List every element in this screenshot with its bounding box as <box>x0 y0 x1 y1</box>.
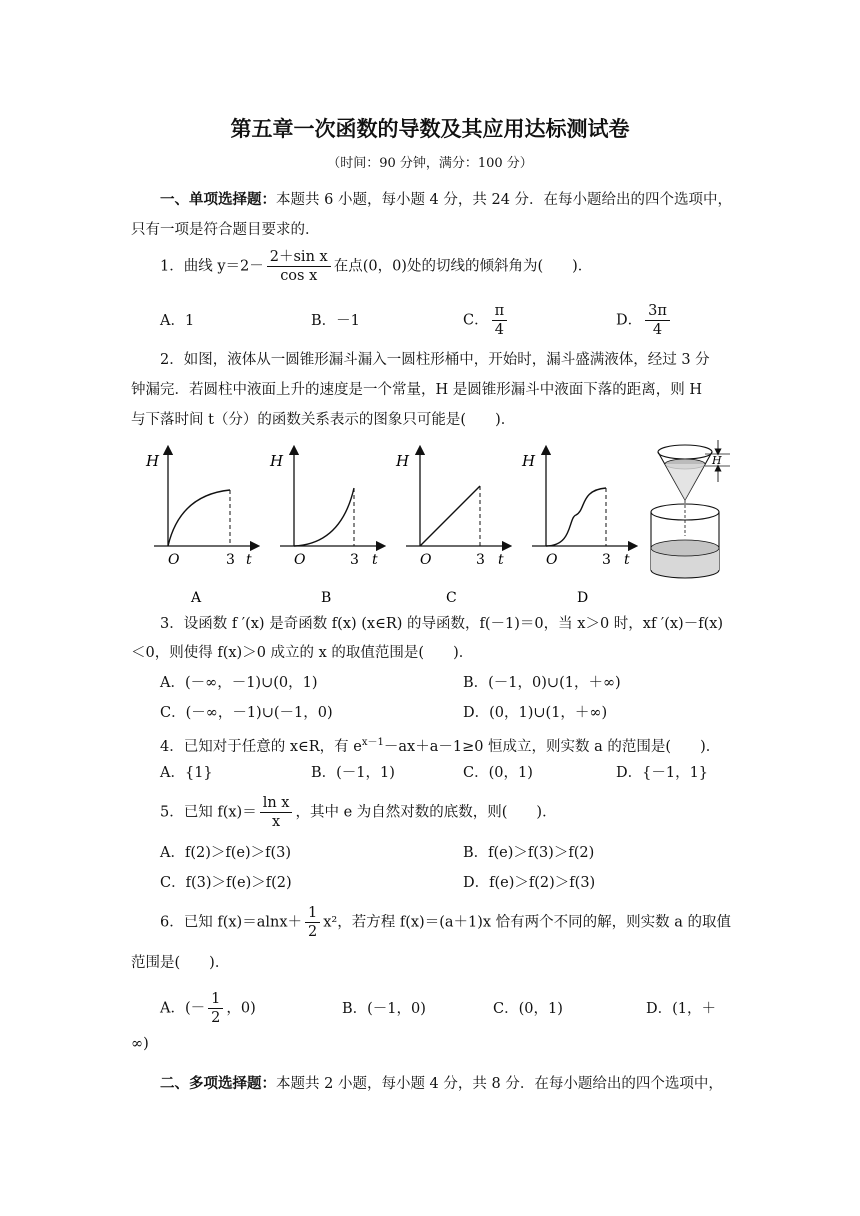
q3-line2: ＜0，则使得 f(x)＞0 成立的 x 的取值范围是( )． <box>131 645 474 661</box>
q6-option-c: C．(0，1) <box>493 1001 563 1017</box>
q6-option-b: B．(－1，0) <box>342 1001 426 1017</box>
graph-c-label: C <box>446 590 457 606</box>
q3-option-c: C．(－∞，－1)∪(－1，0) <box>160 705 333 721</box>
q1-d-num: 3π <box>645 302 670 321</box>
q3-option-b: B．(－1，0)∪(1，＋∞) <box>463 675 621 691</box>
question-5 <box>160 794 557 831</box>
graph-b-label: B <box>321 590 332 606</box>
q6-option-d <box>646 999 730 1019</box>
q5-den: x <box>271 814 281 830</box>
curve-c <box>420 486 480 546</box>
q4-pre: 4．已知对于任意的 x∈R，有 e <box>160 738 362 755</box>
q5-fraction <box>260 794 293 831</box>
graph-d-tick-3: 3 <box>602 552 611 568</box>
graph-d-y-label: H <box>522 452 536 470</box>
q5-num: ln x <box>260 794 293 813</box>
q2-line3: 与下落时间 t（分）的函数关系表示的图象只可能是( )． <box>131 412 516 428</box>
q5-option-a: A．f(2)＞f(e)＞f(3) <box>160 845 292 861</box>
q1-c-den: 4 <box>494 322 504 338</box>
q5-post: ，其中 e 为自然对数的底数，则( )． <box>295 804 557 821</box>
graph-d <box>521 450 633 606</box>
q1-c-num: π <box>492 302 508 321</box>
exam-info: （时间：90 分钟，满分：100 分） <box>327 156 533 171</box>
q1-c-frac <box>492 302 508 339</box>
graph-d-origin: O <box>546 552 558 568</box>
q1-d-den: 4 <box>652 322 663 338</box>
q5-option-b: B．f(e)＞f(3)＞f(2) <box>463 845 595 861</box>
section2-heading: 二、多项选择题： <box>160 1075 276 1092</box>
section2-intro <box>160 1074 723 1094</box>
q4-option-b: B．(－1，1) <box>311 765 395 781</box>
section1-intro-text: 本题共 6 小题，每小题 4 分，共 24 分．在每小题给出的四个选项中， <box>276 192 733 208</box>
q6-a-den: 2 <box>211 1010 221 1026</box>
q6-fraction <box>305 904 320 941</box>
q4-option-c: C．(0，1) <box>463 765 533 781</box>
q1-num: 2＋sin x <box>267 248 331 267</box>
q6-a-num: 1 <box>208 990 223 1009</box>
q6-option-a <box>160 990 256 1027</box>
graph-b-tick-3: 3 <box>350 552 359 568</box>
q6-pre: 6．已知 f(x)＝alnx＋ <box>160 914 302 931</box>
graph-a-label: A <box>191 590 202 606</box>
funnel-top <box>658 445 712 459</box>
q1-d-frac <box>645 302 670 339</box>
q6-den: 2 <box>308 924 318 940</box>
q6-a-pre: A．(－ <box>160 1000 206 1017</box>
q6-post: x²，若方程 f(x)＝(a＋1)x 恰有两个不同的解，则实数 a 的取值 <box>323 914 732 931</box>
graph-b-origin: O <box>294 552 306 568</box>
q4-option-d: D．{－1，1} <box>616 765 709 781</box>
q4-option-a: A．{1} <box>160 765 213 781</box>
graph-b-y-label: H <box>270 452 284 470</box>
funnel-h-label: H <box>712 454 722 467</box>
graph-c-y-label: H <box>396 452 410 470</box>
q6-option-d-cont: ∞) <box>131 1036 149 1052</box>
q6-line2: 范围是( )． <box>131 955 230 971</box>
q5-option-c: C．f(3)＞f(e)＞f(2) <box>160 875 292 891</box>
q3-line1: 3．设函数 f ′(x) 是奇函数 f(x) (x∈R) 的导函数，f(－1)＝0，当 x＞0 时，xf ′(x)－f(x) <box>160 616 724 632</box>
q2-line2: 钟漏完．若圆柱中液面上升的速度是一个常量，H 是圆锥形漏斗中液面下落的距离，则 H <box>131 382 703 398</box>
graph-d-label: D <box>577 590 589 606</box>
q6-a-frac <box>208 990 223 1027</box>
graph-b-x-label: t <box>372 552 378 568</box>
graph-a <box>145 450 255 606</box>
q1-post: 在点(0，0)处的切线的倾斜角为( )． <box>333 258 593 275</box>
q5-option-d: D．f(e)＞f(2)＞f(3) <box>463 875 596 891</box>
curve-b <box>294 488 354 546</box>
graph-c <box>395 450 507 606</box>
q4-post: －ax＋a－1≥0 恒成立，则实数 a 的范围是( )． <box>383 738 721 755</box>
q1-option-a: A．1 <box>160 313 195 329</box>
graph-c-origin: O <box>420 552 432 568</box>
curve-a <box>168 490 230 546</box>
q2-figure <box>140 440 740 610</box>
question-4 <box>160 733 720 757</box>
q6-d-text: D．(1，＋ <box>646 1001 717 1017</box>
question-1 <box>160 248 592 285</box>
q3-option-d: D．(0，1)∪(1，＋∞) <box>463 705 608 721</box>
graph-c-tick-3: 3 <box>476 552 485 568</box>
funnel-cylinder-diagram <box>651 440 730 578</box>
graph-b <box>269 450 381 606</box>
graph-a-x-label: t <box>246 552 252 568</box>
q1-pre: 1．曲线 y＝2－ <box>160 258 264 275</box>
q5-pre: 5．已知 f(x)＝ <box>160 804 257 821</box>
q1-option-c <box>463 302 510 339</box>
q1-fraction <box>267 248 331 285</box>
page-title: 第五章一次函数的导数及其应用达标测试卷 <box>230 116 630 141</box>
graph-a-y-label: H <box>146 452 160 470</box>
q6-a-post: ，0) <box>226 1000 256 1017</box>
question-6 <box>160 904 731 941</box>
q6-num: 1 <box>305 904 320 923</box>
q1-c-label: C． <box>463 312 489 329</box>
section1-intro <box>160 190 732 210</box>
q1-den: cos x <box>280 268 318 284</box>
q2-line1: 2．如图，液体从一圆锥形漏斗漏入一圆柱形桶中，开始时，漏斗盛满液体，经过 3 分 <box>160 352 710 368</box>
section1-intro-cont: 只有一项是符合题目要求的． <box>131 222 320 238</box>
graph-a-origin: O <box>168 552 180 568</box>
section2-intro-text: 本题共 2 小题，每小题 4 分，共 8 分．在每小题给出的四个选项中， <box>276 1076 723 1092</box>
graph-a-tick-3: 3 <box>226 552 235 568</box>
q1-d-label: D． <box>616 312 643 329</box>
q1-option-b: B．－1 <box>311 313 360 329</box>
section1-heading: 一、单项选择题： <box>160 191 276 208</box>
graph-d-x-label: t <box>624 552 630 568</box>
q3-option-a: A．(－∞，－1)∪(0，1) <box>160 675 318 691</box>
q4-exponent: x－1 <box>361 737 384 748</box>
curve-d <box>546 488 606 546</box>
graph-c-x-label: t <box>498 552 504 568</box>
q1-option-d <box>616 302 673 339</box>
